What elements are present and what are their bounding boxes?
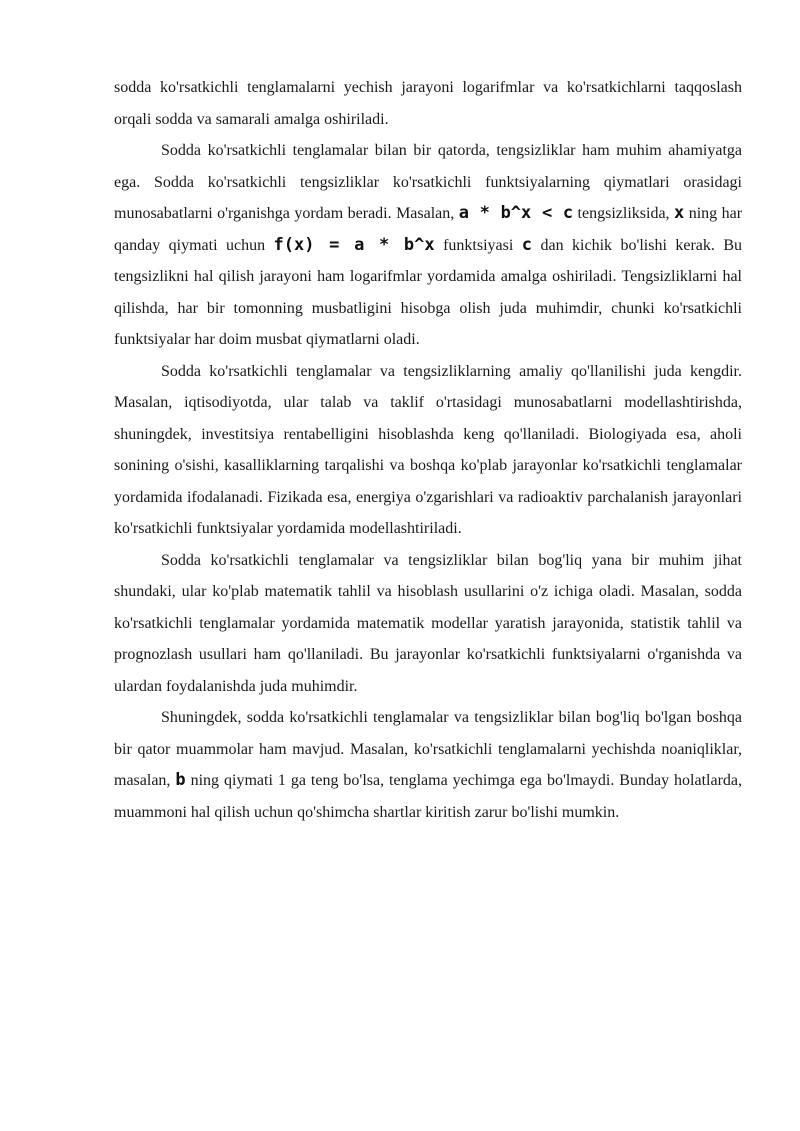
- inline-variable: b: [175, 770, 186, 790]
- paragraph-text: Sodda ko'rsatkichli tenglamalar va tengsizliklarning amaliy qo'llanilishi juda kengdir. Masalan, iqtisodiyotda, ular talab va taklif o'rtasidagi munosabatlarni modellashtirishda, shuningdek, investitsiya rentabelligini hisoblashda keng qo'llaniladi. Biologiyada esa, aholi sonining o'sishi, kasalliklarning tarqalishi va boshqa ko'plab jarayonlar ko'rsatkichli tenglamalar yordamida ifodalanadi. Fizikada esa, energiya o'zgarishlari va radioaktiv parchalanish jarayonlari ko'rsatkichli funktsiyalar yordamida modellashtiriladi.: [114, 362, 742, 537]
- paragraph-5: [114, 702, 742, 828]
- paragraph-text: Sodda ko'rsatkichli tenglamalar bilan bir qatorda, tengsizliklar ham muhim ahamiyatga ega. Sodda ko'rsatkichli tengsizliklar ko'rsatkichli funktsiyalarning qiymatlari orasidagi munosabatlarni o'rganishga yordam beradi. Masalan,: [114, 142, 742, 222]
- paragraph-text: Shuningdek, sodda ko'rsatkichli tenglamalar va tengsizliklar bilan bog'liq bo'lgan boshqa bir qator muammolar ham mavjud. Masalan, ko'rsatkichli tenglamalarni yechishda noaniqliklar, masalan,: [114, 709, 742, 789]
- paragraph-4: [114, 545, 742, 703]
- document-body: [114, 72, 742, 828]
- paragraph-1: [114, 72, 742, 135]
- paragraph-text: sodda ko'rsatkichli tenglamalarni yechish jarayoni logarifmlar va ko'rsatkichlarni taqqoslash orqali sodda va samarali amalga oshiriladi.: [114, 79, 742, 128]
- paragraph-2: [114, 135, 742, 356]
- paragraph-text: funktsiyasi: [434, 236, 522, 254]
- inline-formula: f(x) = a * b^x: [273, 234, 435, 255]
- paragraph-text: dan kichik bo'lishi kerak. Bu tengsizlikni hal qilish jarayoni ham logarifmlar yordamida amalga oshiriladi. Tengsizliklarni hal qilishda, har bir tomonning musbatligini hisobga olish juda muhimdir, chunki ko'rsatkichli funktsiyalar har doim musbat qiymatlarni oladi.: [114, 236, 743, 348]
- inline-variable: c: [521, 234, 533, 255]
- paragraph-text: ning har qanday qiymati uchun: [114, 205, 743, 254]
- inline-variable: x: [674, 203, 685, 223]
- paragraph-3: [114, 356, 742, 545]
- paragraph-text: Sodda ko'rsatkichli tenglamalar va tengsizliklar bilan bog'liq yana bir muhim jihat shundaki, ular ko'plab matematik tahlil va hisoblash usullarini o'z ichiga oladi. Masalan, sodda ko'rsatkichli tenglamalar yordamida matematik modellar yaratish jarayonida, statistik tahlil va prognozlash usullari ham qo'llaniladi. Bu jarayonlar ko'rsatkichli funktsiyalarni o'rganishda va ulardan foydalanishda juda muhimdir.: [114, 551, 742, 695]
- inline-formula: a * b^x < c: [458, 203, 574, 223]
- paragraph-text: tengsizliksida,: [573, 205, 674, 222]
- paragraph-text: ning qiymati 1 ga teng bo'lsa, tenglama yechimga ega bo'lmaydi. Bunday holatlarda, muammoni hal qilish uchun qo'shimcha shartlar kiritish zarur bo'lishi mumkin.: [114, 772, 742, 821]
